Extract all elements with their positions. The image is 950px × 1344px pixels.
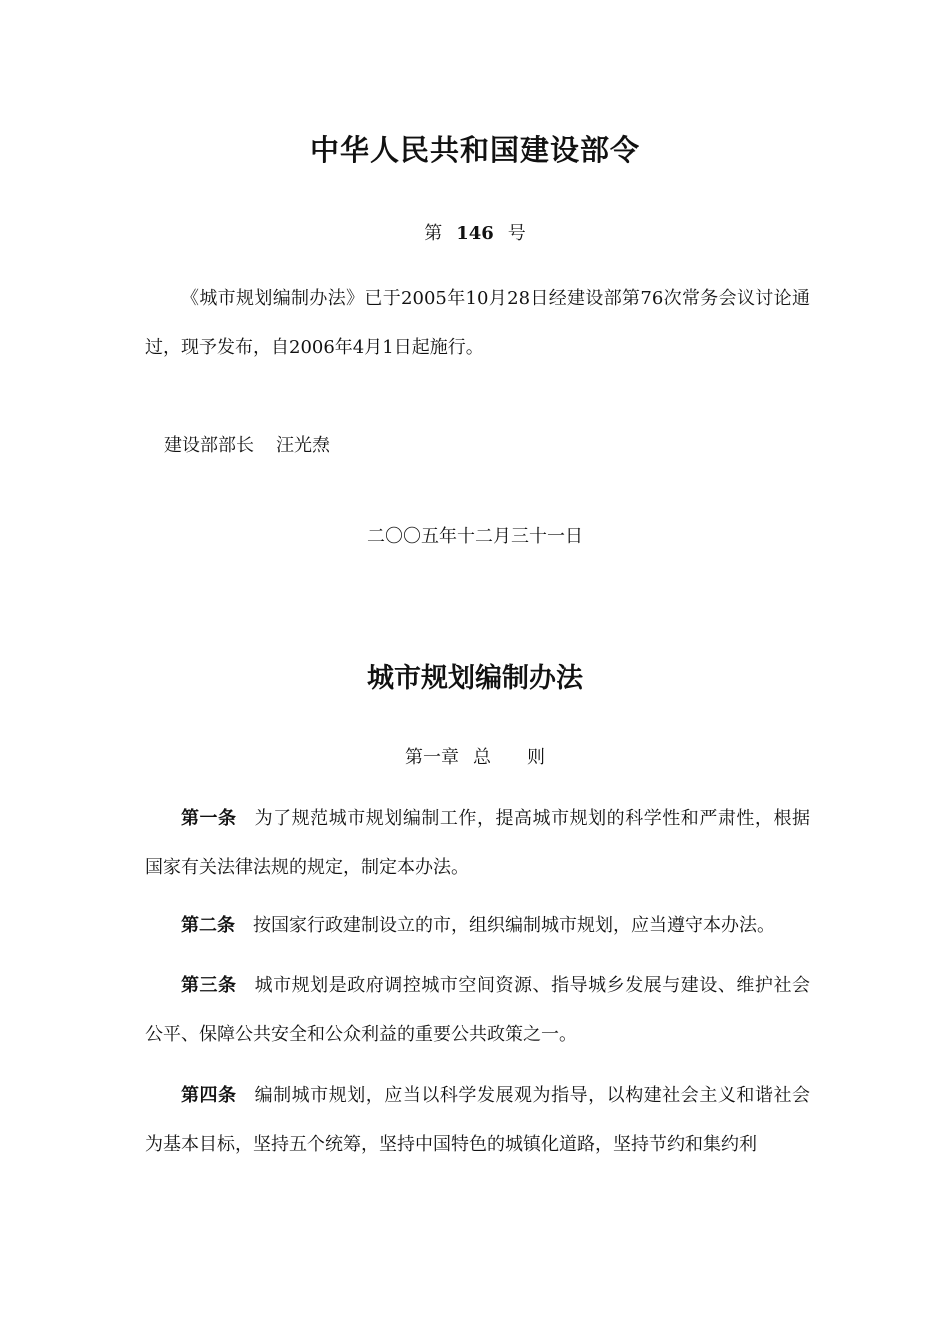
- chapter-number: 第一章: [405, 747, 459, 768]
- decree-number-prefix: 第: [424, 223, 443, 244]
- decree-date: 二〇〇五年十二月三十一日: [367, 526, 583, 547]
- article-4: [145, 1071, 810, 1169]
- article-2: [145, 901, 810, 950]
- article-label: 第四条: [181, 1085, 237, 1106]
- measures-title: 城市规划编制办法: [367, 663, 583, 694]
- article-3: [145, 961, 810, 1059]
- article-text: 城市规划是政府调控城市空间资源、指导城乡发展与建设、维护社会公平、保障公共安全和公众利益的重要公共政策之一。: [145, 975, 810, 1045]
- article-text: 按国家行政建制设立的市，组织编制城市规划，应当遵守本办法。: [253, 915, 775, 936]
- decree-number: [0, 219, 950, 245]
- chapter-name-part1: 总: [473, 747, 491, 768]
- signer-title: 建设部部长: [164, 435, 254, 456]
- decree-number-suffix: 号: [507, 223, 526, 244]
- signer-name: 汪光焘: [276, 435, 330, 456]
- article-label: 第二条: [181, 915, 235, 936]
- article-label: 第一条: [181, 808, 237, 829]
- decree-title: 中华人民共和国建设部令: [309, 133, 640, 167]
- article-text: 编制城市规划，应当以科学发展观为指导，以构建社会主义和谐社会为基本目标，坚持五个统筹，坚持中国特色的城镇化道路，坚持节约和集约利: [145, 1085, 810, 1155]
- decree-signature: [164, 431, 330, 457]
- article-text: 为了规范城市规划编制工作，提高城市规划的科学性和严肃性，根据国家有关法律法规的规定，制定本办法。: [145, 808, 810, 878]
- article-1: [145, 794, 810, 892]
- decree-number-value: 146: [456, 223, 494, 244]
- decree-body: 《城市规划编制办法》已于2005年10月28日经建设部第76次常务会议讨论通过，现予发布，自2006年4月1日起施行。: [145, 288, 810, 358]
- chapter-heading: [0, 743, 950, 769]
- article-label: 第三条: [181, 975, 237, 996]
- chapter-name-part2: 则: [527, 747, 545, 768]
